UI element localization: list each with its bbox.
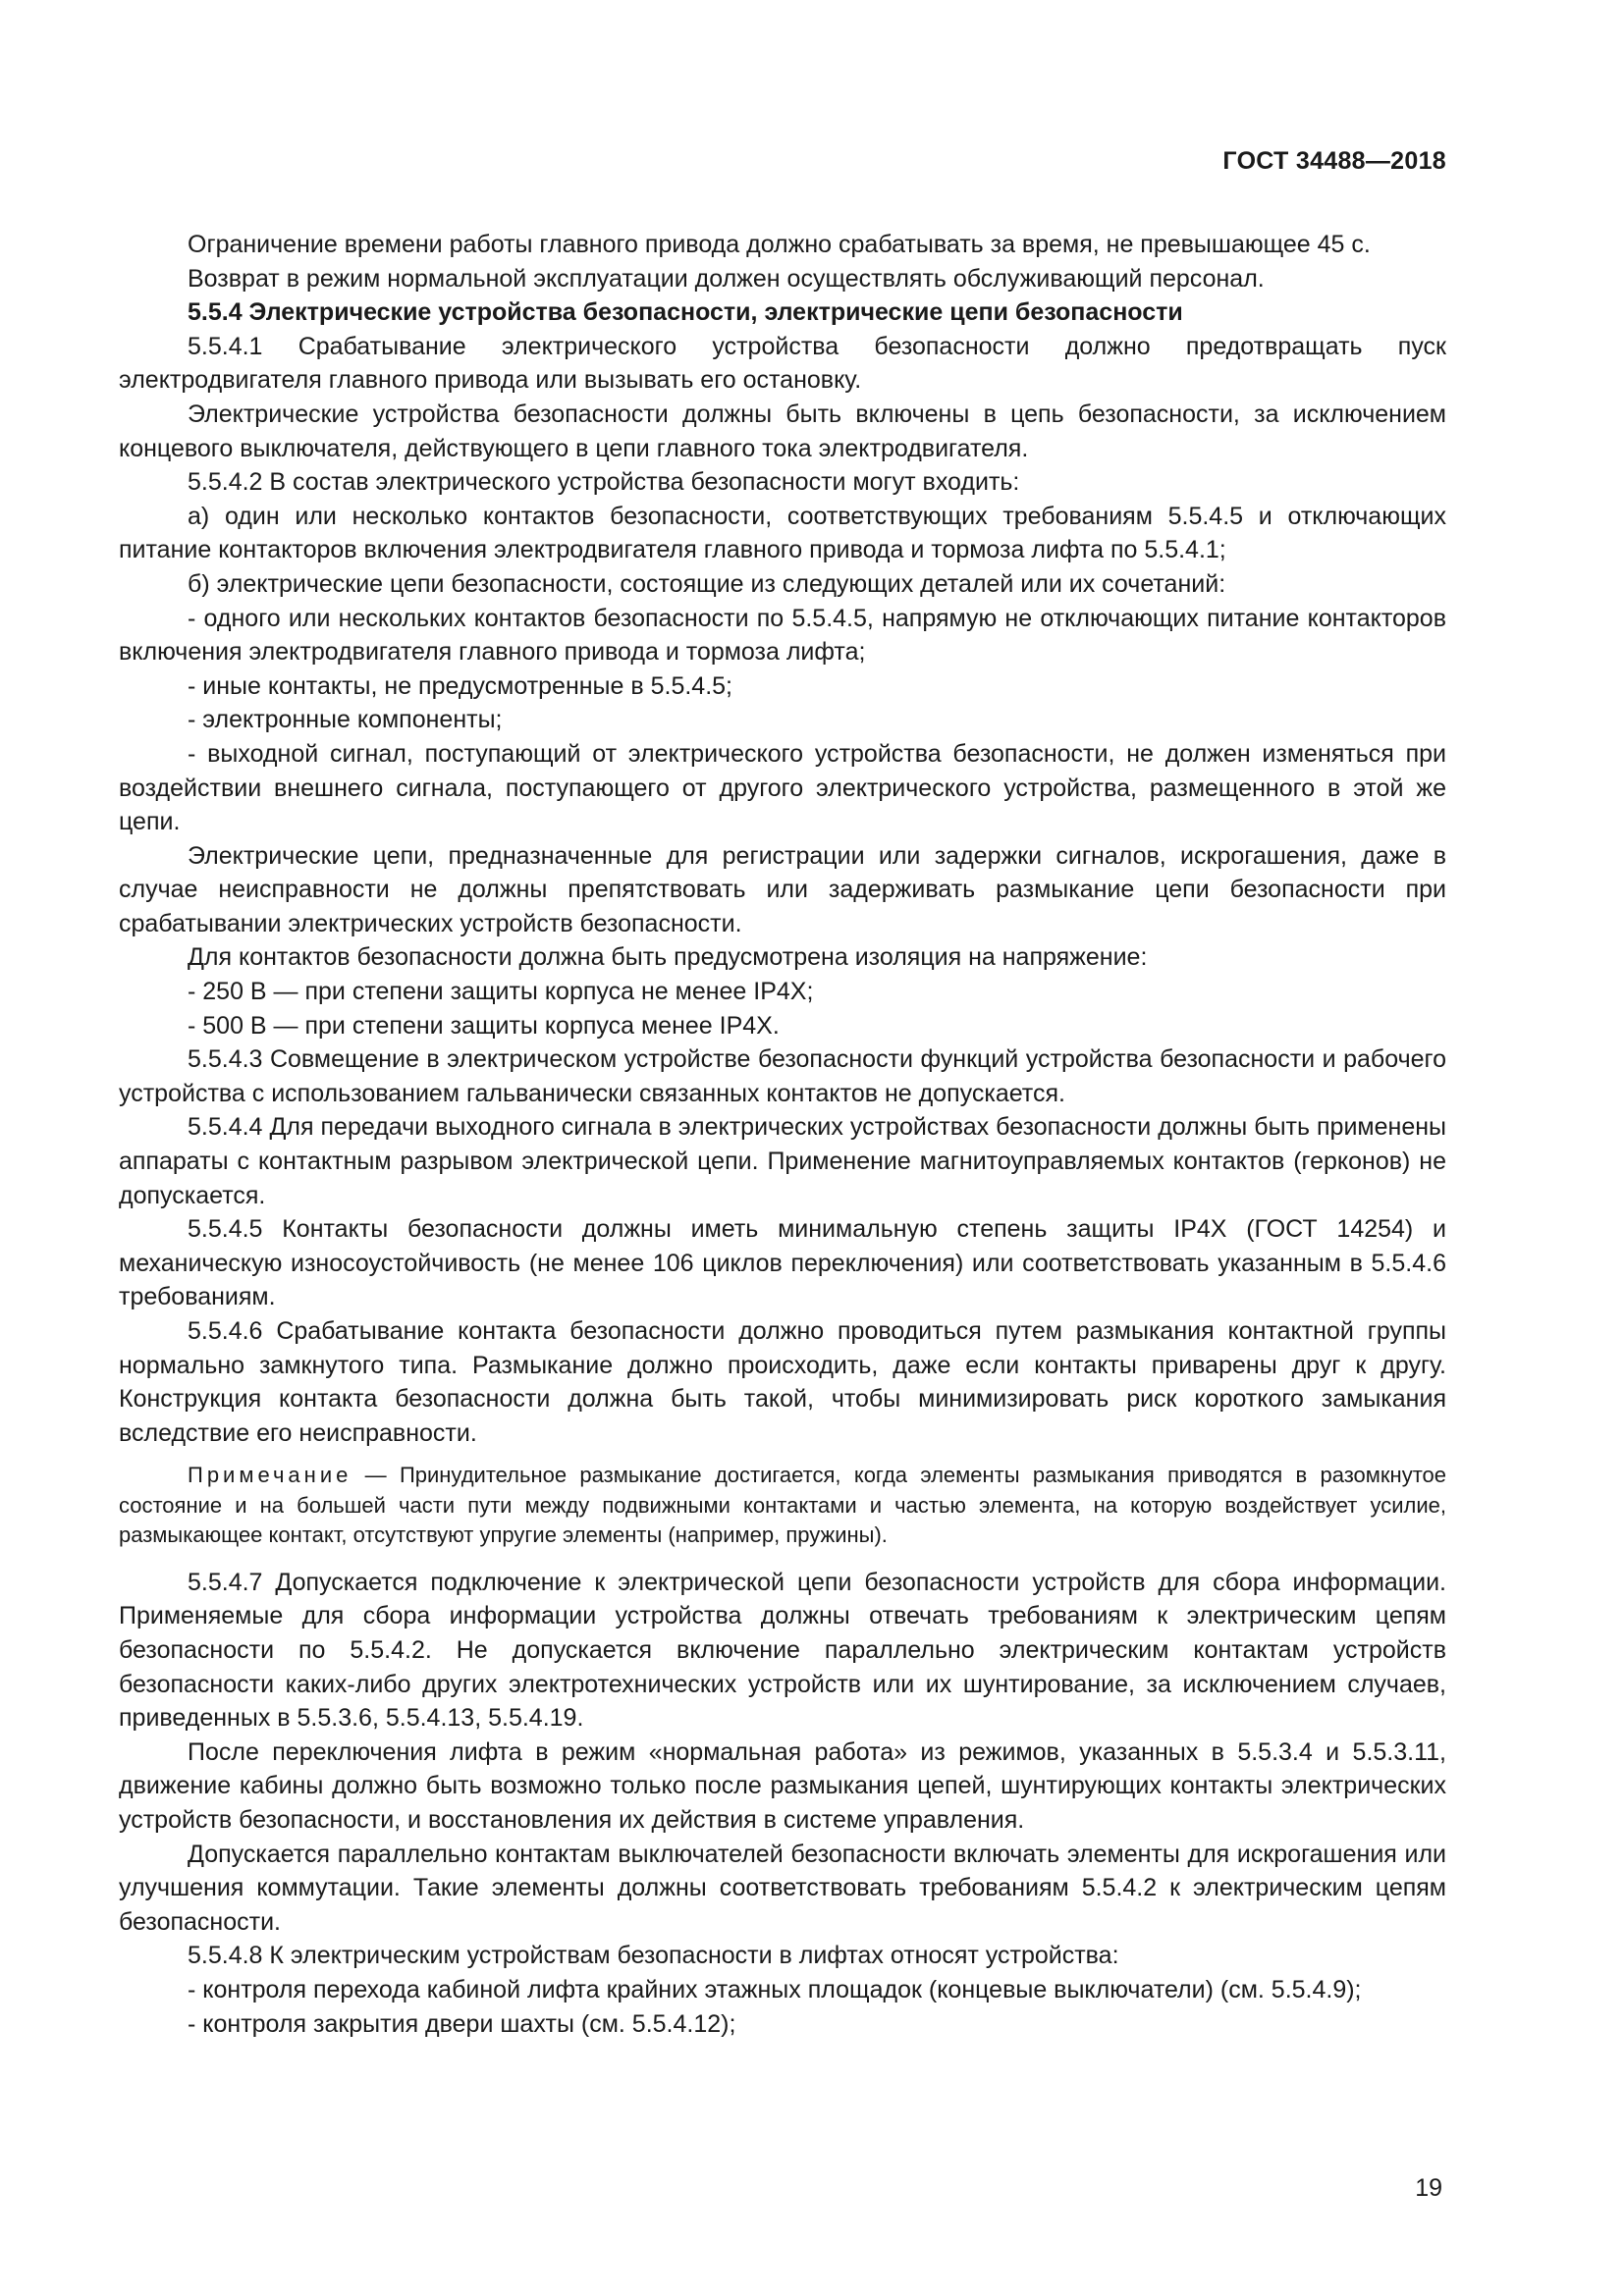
paragraph: Допускается параллельно контактам выключателей безопасности включать элементы для искрогашения или улучшения коммутации. Такие элементы должны соответствовать требованиям 5.5.4.2 к электрическим цепям безопасности. [119, 1840, 1446, 1936]
paragraph: 5.5.4.3 Совмещение в электрическом устройстве безопасности функций устройства безопасности и рабочего устройства с использованием гальванически связанных контактов не допускается. [119, 1045, 1446, 1107]
paragraph: 5.5.4.1 Срабатывание электрического устройства безопасности должно предотвращать пуск электродвигателя главного привода или вызывать его остановку. [119, 332, 1446, 395]
section-heading: 5.5.4 Электрические устройства безопасности, электрические цепи безопасности [188, 298, 1183, 327]
paragraph: 5.5.4.4 Для передачи выходного сигнала в электрических устройствах безопасности должны быть применены аппараты с контактным разрывом электрической цепи. Применение магнитоуправляемых контактов (герконов) не допускается. [119, 1113, 1446, 1209]
paragraph: 5.5.4.7 Допускается подключение к электрической цепи безопасности устройств для сбора информации. Применяемые для сбора информации устройства должны отвечать требованиям к электрическим цепям безопасности по 5.5.4.2. Не допускается включение параллельно электрическим контактам устройств безопасности каких-либо других электротехнических устройств или их шунтирование, за исключением случаев, приведенных в 5.5.3.6, 5.5.4.13, 5.5.4.19. [119, 1568, 1446, 1733]
list-item: - контроля перехода кабиной лифта крайних этажных площадок (концевые выключатели) (см. 5.5.4.9); [188, 1976, 1362, 2003]
paragraph: Ограничение времени работы главного привода должно срабатывать за время, не превышающее 45 с. [188, 231, 1371, 258]
list-item: - одного или нескольких контактов безопасности по 5.5.4.5, напрямую не отключающих питание контакторов включения электродвигателя главного привода и тормоза лифта; [119, 604, 1446, 667]
note-label: Примечание [188, 1463, 352, 1488]
list-item: б) электрические цепи безопасности, состоящие из следующих деталей или их сочетаний: [188, 569, 1226, 598]
paragraph: Возврат в режим нормальной эксплуатации должен осуществлять обслуживающий персонал. [188, 264, 1265, 293]
note [119, 1461, 1446, 1551]
list-item: - 500 В — при степени защиты корпуса менее IP4X. [188, 1011, 780, 1040]
list-item: - иные контакты, не предусмотренные в 5.5.4.5; [188, 671, 733, 700]
paragraph: 5.5.4.6 Срабатывание контакта безопасности должно проводиться путем размыкания контактной группы нормально замкнутого типа. Размыкание должно происходить, даже если контакты приварены друг к другу. Конструкция контакта безопасности должна быть такой, чтобы минимизировать риск короткого замыкания вследствие его неисправности. [119, 1317, 1446, 1447]
list-item: - 250 В — при степени защиты корпуса не менее IP4X; [188, 978, 814, 1006]
paragraph: 5.5.4.2 В состав электрического устройства безопасности могут входить: [188, 468, 1020, 497]
paragraph: 5.5.4.8 К электрическим устройствам безопасности в лифтах относят устройства: [188, 1942, 1119, 1970]
page-number: 19 [1415, 2174, 1442, 2202]
document-body [119, 228, 1446, 2041]
document-id-header: ГОСТ 34488—2018 [1222, 147, 1446, 175]
list-item: - электронные компоненты; [188, 706, 503, 734]
paragraph: Электрические цепи, предназначенные для регистрации или задержки сигналов, искрогашения, даже в случае неисправности не должны препятствовать или задерживать размыкание цепи безопасности при срабатывании электрических устройств безопасности. [119, 841, 1446, 937]
list-item: - выходной сигнал, поступающий от электрического устройства безопасности, не должен изменяться при воздействии внешнего сигнала, поступающего от другого электрического устройства, размещенного в этой же цепи. [119, 739, 1446, 836]
paragraph: Для контактов безопасности должна быть предусмотрена изоляция на напряжение: [188, 943, 1148, 972]
paragraph: После переключения лифта в режим «нормальная работа» из режимов, указанных в 5.5.3.4 и 5.5.3.11, движение кабины должно быть возможно только после размыкания цепей, шунтирующих контакты электрических устройств безопасности, и восстановления их действия в системе управления. [119, 1737, 1446, 1835]
list-item: а) один или несколько контактов безопасности, соответствующих требованиям 5.5.4.5 и отключающих питание контакторов включения электродвигателя главного привода и тормоза лифта по 5.5.4.1; [119, 502, 1446, 564]
list-item: - контроля закрытия двери шахты (см. 5.5.4.12); [188, 2009, 736, 2038]
paragraph: Электрические устройства безопасности должны быть включены в цепь безопасности, за исключением концевого выключателя, действующего в цепи главного тока электродвигателя. [119, 400, 1446, 462]
paragraph: 5.5.4.5 Контакты безопасности должны иметь минимальную степень защиты IP4X (ГОСТ 14254) и механическую износоустойчивость (не менее 106 циклов переключения) или соответствовать указанным в 5.5.4.6 требованиям. [119, 1215, 1446, 1311]
note-text: — Принудительное размыкание достигается, когда элементы размыкания приводятся в разомкнутое состояние и на большей части пути между подвижными контактами и частью элемента, на которую воздействует усилие, размыкающее контакт, отсутствуют упругие элементы (например, пружины). [119, 1463, 1446, 1548]
